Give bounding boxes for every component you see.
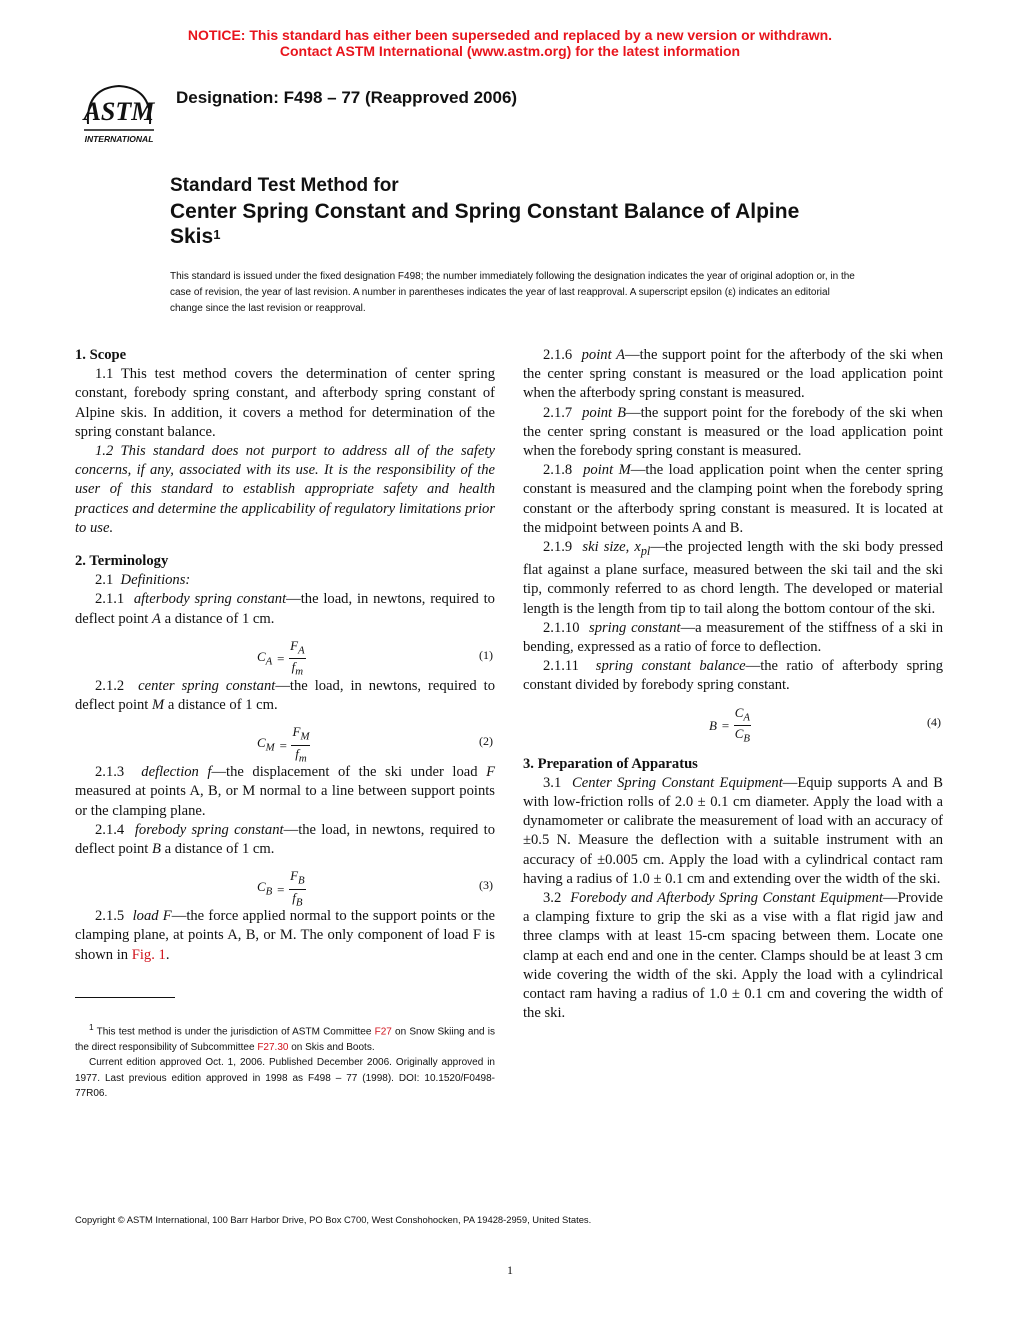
title-footnote-mark[interactable]: 1 bbox=[213, 227, 221, 242]
equation-4-number: (4) bbox=[927, 714, 941, 729]
equation-1-number: (1) bbox=[479, 647, 493, 662]
equation-3: $C_B$ = $\frac{F_B}{f_B}$ (3) bbox=[257, 868, 493, 909]
footnote bbox=[75, 1020, 495, 1102]
equation-2-number: (2) bbox=[479, 734, 493, 749]
para-2-1-5: 2.1.5 load F—the force applied normal to the support points or the clamping plane, at points A, B, or M. The only component of load F is shown in Fig. 1. bbox=[75, 908, 495, 963]
equation-1: $C_A$ = $\frac{F_A}{f_m}$ (1) bbox=[257, 637, 493, 679]
page-number: 1 bbox=[507, 1263, 513, 1277]
fig-1-link[interactable]: Fig. 1 bbox=[131, 946, 166, 963]
notice-line-1: NOTICE: This standard has either been superseded and replaced by a new version or withdrawn. bbox=[187, 27, 833, 43]
section-1-heading: 1. Scope bbox=[75, 347, 127, 363]
para-2-1-3: 2.1.3 deflection f—the displacement of the ski under load F measured at points A, B, or M normal to a line between support points or the clamping plane. bbox=[75, 764, 496, 819]
logo-text: ASTM bbox=[83, 97, 155, 126]
title-line-1: Standard Test Method for bbox=[170, 175, 399, 196]
footnote-1: $^1$ This test method is under the jurisdiction of ASTM Committee F27 on Snow Skiing and is the direct responsibility of Subcommittee F27.30 on Skis and Boots. bbox=[75, 1022, 495, 1053]
issue-note: This standard is issued under the fixed designation F498; the number immediately following the designation indicates the year of original adoption or, in the case of revision, the year of last revision. A number in parentheses indicates the year of last reapproval. A superscript epsilon (ε) indicates an editorial change since the last revision or reapproval. bbox=[170, 271, 855, 314]
designation: Designation: F498 – 77 (Reapproved 2006) bbox=[176, 88, 518, 107]
equation-2: $C_M$ = $\frac{F_M}{f_m}$ (2) bbox=[257, 724, 493, 765]
right-column bbox=[523, 346, 943, 1023]
para-3-1: 3.1 Center Spring Constant Equipment—Equip supports A and B with low-friction rolls of 2.0 ± 0.1 cm diameter. Apply the load with a dynamometer or calibrate the measurement of load with an accuracy of ±0.5 N. Measure the deflection with a suitable instrument with an accuracy of ±0.005 cm. Apply the load with a cylindrical contact ram having a radius of 1.0 ± 0.1 cm and extending over the width of the ski. bbox=[523, 774, 943, 887]
para-2-1-2: 2.1.2 center spring constant—the load, in newtons, required to deflect point M a distance of 1 cm. bbox=[75, 677, 495, 714]
astm-logo bbox=[78, 80, 160, 148]
para-2-1-4: 2.1.4 forebody spring constant—the load, in newtons, required to deflect point B a distance of 1 cm. bbox=[75, 821, 496, 858]
para-2-1-10: 2.1.10 spring constant—a measurement of the stiffness of a ski in bending, expressed as a ratio of force to deflection. bbox=[523, 619, 943, 655]
equation-4: B = $\frac{C_A}{C_B}$ (4) bbox=[709, 704, 941, 745]
para-1-2: 1.2 This standard does not purport to address all of the safety concerns, if any, associated with its use. It is the responsibility of the user of this standard to establish appropriate safety and health practices and determine the applicability of regulatory limitations prior to use. bbox=[75, 443, 495, 536]
para-2-1-1: 2.1.1 afterbody spring constant—the load, in newtons, required to deflect point A a distance of 1 cm. bbox=[75, 591, 495, 627]
title-main: Center Spring Constant and Spring Constant Balance of Alpine Skis$^1$ bbox=[170, 200, 800, 248]
logo-subtext: INTERNATIONAL bbox=[84, 134, 154, 144]
para-2-1: 2.1 Definitions: bbox=[95, 572, 191, 589]
para-2-1-9: 2.1.9 ski size, $x_{pl}—the$ projected length with the ski body pressed flat against a plane surface, measured between the ski tail and the ski tip, commonly referred to as chord length. The developed or material length is the length from tip to tail along the bottom contour of the ski. bbox=[523, 539, 943, 617]
footnote-2: Current edition approved Oct. 1, 2006. Published December 2006. Originally approved in 1977. Last previous edition approved in 1998 as F498 – 77 (1998). DOI: 10.1520/F0498-77R06. bbox=[75, 1057, 495, 1100]
f27-link[interactable]: F27 bbox=[374, 1026, 392, 1038]
para-2-1-6: 2.1.6 point A—the support point for the afterbody of the ski when the center spring constant is measured or the load application point when the afterbody spring constant is measured. bbox=[523, 347, 944, 402]
notice-line-2: Contact ASTM International (www.astm.org) for the latest information bbox=[279, 43, 741, 59]
footnote-rule bbox=[75, 997, 175, 998]
copyright: Copyright © ASTM International, 100 Barr Harbor Drive, PO Box C700, West Conshohocken, PA 19428-2959, United States. bbox=[75, 1214, 592, 1225]
left-column bbox=[75, 346, 495, 965]
para-2-1-8: 2.1.8 point M—the load application point when the center spring constant is measured and the clamping point when the forebody spring constant or the afterbody spring constant is measured. It is located at the midpoint between points A and B. bbox=[523, 462, 944, 536]
equation-3-number: (3) bbox=[479, 878, 493, 893]
f27-30-link[interactable]: F27.30 bbox=[257, 1041, 289, 1053]
para-2-1-11: 2.1.11 spring constant balance—the ratio of afterbody spring constant divided by forebody spring constant. bbox=[523, 658, 943, 694]
section-2-heading: 2. Terminology bbox=[75, 553, 169, 570]
para-3-2: 3.2 Forebody and Afterbody Spring Constant Equipment—Provide a clamping fixture to grip the ski as a vise with a flat rigid jaw and three clamps with at least 15-cm spacing between them. Locate one clamp at each end and one in the center. Clamps should be at least 3 cm wide covering the width of the ski. Apply the load with a cylindrical contact ram having a radius of 1.0 ± 0.1 cm and covering the width of the ski. bbox=[523, 889, 943, 1022]
para-1-1: 1.1 This test method covers the determination of center spring constant, forebody spring constant, and afterbody spring constant of Alpine skis. In addition, it covers a method for determination of the spring constant balance. bbox=[75, 366, 495, 440]
section-3-heading: 3. Preparation of Apparatus bbox=[523, 755, 698, 772]
para-2-1-7: 2.1.7 point B—the support point for the forebody of the ski when the center spring constant is measured or the load application point when the forebody spring constant is measured. bbox=[523, 404, 943, 460]
